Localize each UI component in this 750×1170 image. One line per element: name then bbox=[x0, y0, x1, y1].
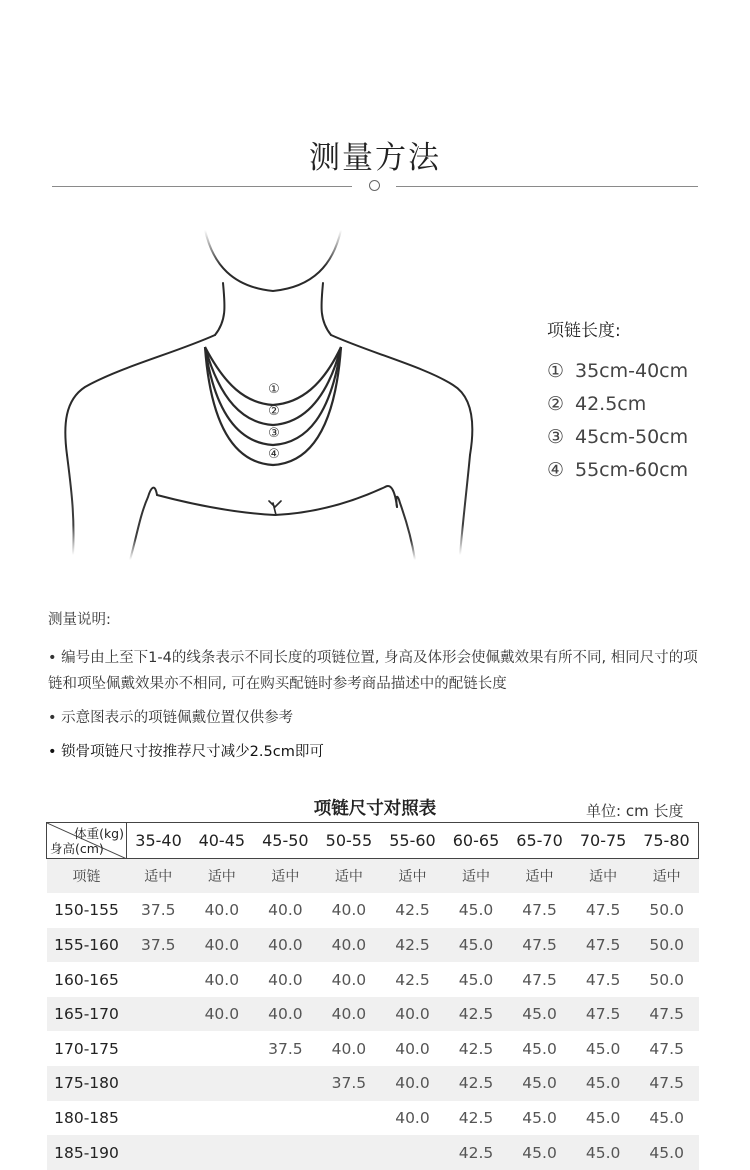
table-cell: 45.0 bbox=[649, 1108, 684, 1127]
note-item: • 示意图表示的项链佩戴位置仅供参考 bbox=[48, 710, 294, 726]
weight-header: 65-70 bbox=[508, 823, 572, 859]
weight-header: 45-50 bbox=[254, 823, 318, 859]
table-cell: 适中 bbox=[635, 859, 699, 894]
table-cell: 40.0 bbox=[254, 997, 318, 1032]
table-cell bbox=[127, 1135, 191, 1170]
table-cell: 45.0 bbox=[508, 997, 572, 1032]
table-cell: 40.0 bbox=[331, 901, 367, 920]
mark-1: ① bbox=[268, 382, 280, 397]
corner-weight-label: 体重(kg) bbox=[74, 826, 124, 841]
table-cell: 40.0 bbox=[317, 928, 381, 963]
table-cell: 47.5 bbox=[585, 901, 621, 920]
table-cell: 47.5 bbox=[571, 997, 635, 1032]
table-row bbox=[47, 962, 699, 997]
table-cell: 47.5 bbox=[522, 901, 557, 920]
table-cell: 适中 bbox=[127, 859, 191, 894]
weight-header: 75-80 bbox=[635, 823, 699, 859]
legend-num: ④ bbox=[547, 459, 565, 481]
row-label: 180-185 bbox=[54, 1108, 119, 1127]
table-cell bbox=[190, 1066, 254, 1101]
table-cell: 40.0 bbox=[331, 1039, 367, 1058]
table-unit: 单位: cm 长度 bbox=[586, 802, 684, 820]
necklace-figure bbox=[55, 225, 485, 570]
weight-header: 35-40 bbox=[127, 823, 191, 859]
table-cell: 47.5 bbox=[522, 970, 557, 989]
legend-item bbox=[547, 421, 688, 454]
table-cell: 42.5 bbox=[458, 1108, 494, 1127]
table-corner-cell bbox=[47, 823, 127, 859]
table-row bbox=[47, 1031, 699, 1066]
table-cell: 40.0 bbox=[268, 901, 303, 920]
mark-2: ② bbox=[268, 404, 280, 419]
table-row bbox=[47, 859, 699, 894]
table-cell: 45.0 bbox=[458, 970, 494, 989]
table-row bbox=[47, 1135, 699, 1170]
row-label: 160-165 bbox=[54, 970, 119, 989]
divider-left bbox=[52, 186, 352, 187]
notes-title: 测量说明: bbox=[48, 612, 111, 628]
table-cell bbox=[127, 1066, 191, 1101]
table-cell bbox=[254, 1135, 318, 1170]
table-cell: 适中 bbox=[571, 859, 635, 894]
weight-header: 50-55 bbox=[317, 823, 381, 859]
table-cell: 适中 bbox=[317, 859, 381, 894]
corner-height-label: 身高(cm) bbox=[50, 841, 104, 856]
table-cell: 40.0 bbox=[317, 997, 381, 1032]
legend-item bbox=[547, 355, 688, 388]
table-cell: 45.0 bbox=[508, 1135, 572, 1170]
table-cell bbox=[254, 1066, 318, 1101]
legend-title: 项链长度: bbox=[547, 321, 621, 341]
table-cell: 47.5 bbox=[585, 970, 621, 989]
row-label: 项链 bbox=[47, 859, 127, 894]
weight-header: 60-65 bbox=[444, 823, 508, 859]
table-cell bbox=[381, 1135, 445, 1170]
table-cell: 42.5 bbox=[395, 970, 430, 989]
table-cell: 47.5 bbox=[649, 1039, 684, 1058]
table-cell bbox=[190, 1031, 254, 1066]
table-cell: 45.0 bbox=[508, 1066, 572, 1101]
table-cell bbox=[254, 1101, 318, 1136]
table-cell: 40.0 bbox=[381, 1066, 445, 1101]
table-cell: 47.5 bbox=[635, 1066, 699, 1101]
legend-num: ① bbox=[547, 360, 565, 382]
table-cell: 50.0 bbox=[649, 901, 684, 920]
table-row bbox=[47, 1101, 699, 1136]
note-item: • 锁骨项链尺寸按推荐尺寸减少2.5cm即可 bbox=[48, 744, 324, 760]
table-cell: 50.0 bbox=[635, 928, 699, 963]
table-cell: 适中 bbox=[444, 859, 508, 894]
table-cell: 40.0 bbox=[254, 928, 318, 963]
table-cell: 40.0 bbox=[268, 970, 303, 989]
legend-text: 35cm-40cm bbox=[575, 360, 689, 382]
table-row bbox=[47, 928, 699, 963]
table-cell: 适中 bbox=[190, 859, 254, 894]
table-cell bbox=[190, 1135, 254, 1170]
weight-header: 55-60 bbox=[381, 823, 445, 859]
table-cell bbox=[127, 997, 191, 1032]
measurement-notes bbox=[48, 608, 708, 773]
table-cell: 45.0 bbox=[444, 928, 508, 963]
table-cell: 45.0 bbox=[635, 1135, 699, 1170]
table-cell: 45.0 bbox=[571, 1066, 635, 1101]
row-label: 165-170 bbox=[47, 997, 127, 1032]
length-legend bbox=[547, 316, 688, 487]
weight-header: 40-45 bbox=[190, 823, 254, 859]
legend-num: ③ bbox=[547, 426, 565, 448]
table-cell: 42.5 bbox=[444, 997, 508, 1032]
table-cell: 45.0 bbox=[585, 1039, 621, 1058]
table-cell: 45.0 bbox=[571, 1135, 635, 1170]
table-cell: 40.0 bbox=[331, 970, 367, 989]
table-cell: 45.0 bbox=[585, 1108, 621, 1127]
table-cell: 37.5 bbox=[268, 1039, 303, 1058]
table-cell: 适中 bbox=[381, 859, 445, 894]
row-label: 155-160 bbox=[47, 928, 127, 963]
row-label: 175-180 bbox=[47, 1066, 127, 1101]
table-cell: 47.5 bbox=[571, 928, 635, 963]
table-cell: 40.0 bbox=[190, 997, 254, 1032]
table-cell: 42.5 bbox=[458, 1039, 494, 1058]
divider-right bbox=[396, 186, 698, 187]
table-cell: 47.5 bbox=[508, 928, 572, 963]
table-cell: 40.0 bbox=[381, 997, 445, 1032]
table-cell: 40.0 bbox=[190, 928, 254, 963]
table-cell: 40.0 bbox=[204, 901, 240, 920]
legend-item bbox=[547, 388, 688, 421]
table-cell bbox=[190, 1101, 254, 1136]
legend-text: 45cm-50cm bbox=[575, 426, 689, 448]
row-label: 150-155 bbox=[54, 901, 119, 920]
table-cell: 45.0 bbox=[458, 901, 494, 920]
table-row bbox=[47, 893, 699, 928]
table-cell: 40.0 bbox=[395, 1108, 430, 1127]
table-cell: 50.0 bbox=[649, 970, 684, 989]
table-cell bbox=[127, 1101, 191, 1136]
table-cell: 37.5 bbox=[127, 928, 191, 963]
table-cell: 37.5 bbox=[141, 901, 176, 920]
table-title: 项链尺寸对照表 bbox=[313, 799, 437, 819]
table-cell: 42.5 bbox=[444, 1135, 508, 1170]
page-title: 测量方法 bbox=[309, 140, 441, 176]
table-cell: 37.5 bbox=[317, 1066, 381, 1101]
table-cell: 42.5 bbox=[444, 1066, 508, 1101]
legend-text: 42.5cm bbox=[575, 393, 647, 415]
table-cell bbox=[317, 1101, 381, 1136]
weight-header: 70-75 bbox=[571, 823, 635, 859]
row-label: 170-175 bbox=[54, 1039, 119, 1058]
table-row bbox=[47, 1066, 699, 1101]
table-cell: 适中 bbox=[508, 859, 572, 894]
table-header-row bbox=[47, 823, 699, 859]
table-cell: 42.5 bbox=[381, 928, 445, 963]
legend-item bbox=[547, 454, 688, 487]
mark-4: ④ bbox=[268, 447, 280, 462]
table-cell bbox=[127, 1031, 191, 1066]
table-row bbox=[47, 997, 699, 1032]
legend-text: 55cm-60cm bbox=[575, 459, 689, 481]
size-table bbox=[46, 822, 699, 1170]
legend-num: ② bbox=[547, 393, 565, 415]
table-cell: 40.0 bbox=[204, 970, 240, 989]
table-cell bbox=[127, 962, 191, 997]
table-cell: 42.5 bbox=[395, 901, 430, 920]
table-cell: 45.0 bbox=[522, 1108, 557, 1127]
table-cell: 适中 bbox=[254, 859, 318, 894]
divider-circle-icon bbox=[369, 180, 380, 191]
note-item: • 编号由上至下1-4的线条表示不同长度的项链位置, 身高及体形会使佩戴效果有所不同, 相同尺寸的项链和项坠佩戴效果亦不相同, 可在购买配链时参考商品描述中的配链长度 bbox=[48, 650, 698, 692]
row-label: 185-190 bbox=[47, 1135, 127, 1170]
mark-3: ③ bbox=[268, 426, 280, 441]
table-cell: 45.0 bbox=[522, 1039, 557, 1058]
table-cell: 47.5 bbox=[635, 997, 699, 1032]
table-cell: 40.0 bbox=[395, 1039, 430, 1058]
table-cell bbox=[317, 1135, 381, 1170]
